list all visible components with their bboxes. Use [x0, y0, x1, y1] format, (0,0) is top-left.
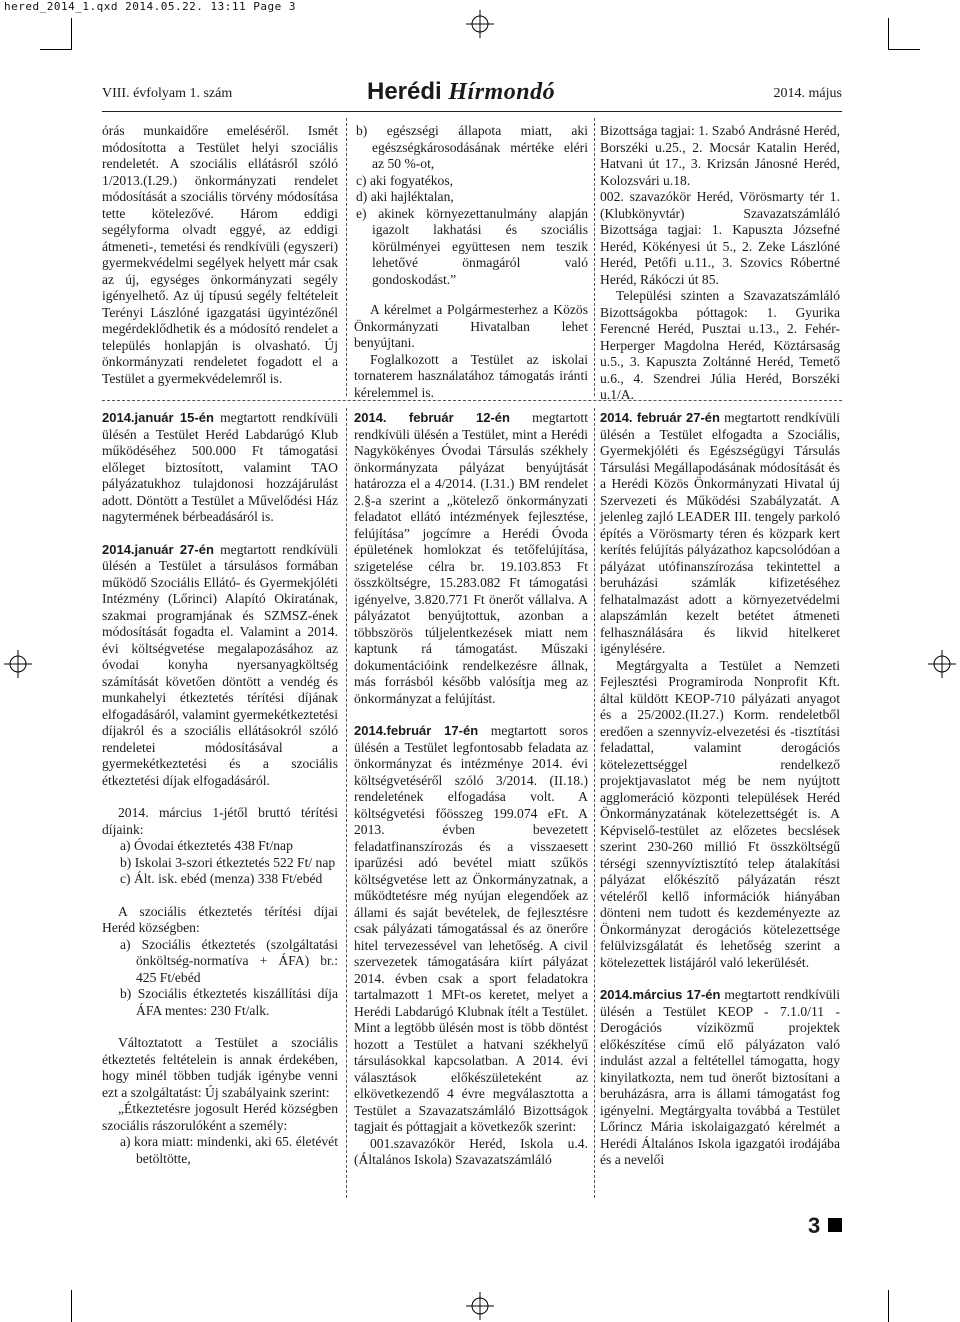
masthead-part-b: Hírmondó: [448, 79, 556, 105]
column-separator: [594, 118, 595, 396]
fee-item: a) Óvodai étkeztetés 438 Ft/nap: [120, 838, 293, 853]
crop-mark: [71, 1290, 72, 1322]
registration-mark-icon: [928, 650, 956, 678]
fee-item: b) Iskolai 3-szori étkeztetés 522 Ft/ nap: [120, 854, 336, 870]
column-separator: [594, 408, 595, 1198]
paragraph: 002. szavazókör Heréd, Vörösmarty tér 1. (Klubkönyvtár) Szavazatszámláló Bizottsága tagjai: 1. Kapuszta Józsefné Heréd, Kökényesi út 5., 2. Zeke Lászlóné Heréd, Petőfi u.11., 3. Szovics Róbertné Heréd, Rákóczi út 85.: [600, 189, 840, 287]
list-item: a) kora miatt: mindenki, aki 65. életévét betöltötte,: [120, 1134, 338, 1166]
column-separator: [346, 408, 347, 1198]
list-item: d) aki hajléktalan,: [356, 189, 454, 204]
paragraph: A kérelmet a Polgármesterhez a Közös Önkormányzati Hivatalban lehet benyújtani.: [354, 302, 588, 350]
page-number-square-icon: [828, 1218, 842, 1232]
crop-mark: [888, 1290, 889, 1322]
date-highlight: 2014. február 12-én: [354, 410, 510, 425]
paragraph-text: megtartott rendkívüli ülésén a Testület Heréd Labdarúgó Klub működéséhez 500.000 Ft támogatási előleget biztosított, valamint TAO pályázatukhoz tulajdonosi hozzájárulást adott. Döntött a Testület a Művelődési Ház nagytermének bérbeadásáról is.: [102, 410, 338, 524]
masthead-part-a: Herédi: [367, 78, 449, 105]
paragraph: órás munkaidőre emeléséről. Ismét módosította a Testület helyi szociális rendeletét. A szociális ellátásról szóló 1/2013.(I.29.) önkormányzati rendelet módosítását a szociális törvény módosítása tette kötelezővé. Három eddigi segélyforma olvadt eggyé, az eddigi átmeneti-, temetési és rendkívüli (egyszeri) gyermekvédelmi segélyek helyett már csak az új, egységes önkormányzati segély igényelhető. Az új típusú segély feltételeit Terényi Lászlóné igazgatási ügyintézőnél megérdeklődhetik és a módosító rendelet a település honlapján is olvasható. Új önkormányzati rendeletet fogadott el a Testület a gyermekvédelemről is.: [102, 123, 338, 386]
date-highlight: 2014.január 15-én: [102, 410, 214, 425]
paragraph: A szociális étkeztetés térítési díjai Heréd községben:: [102, 903, 338, 935]
date-highlight: 2014. február 27-én: [600, 410, 720, 425]
paragraph: [600, 987, 840, 1169]
fee-item: c) Ált. isk. ebéd (menza) 338 Ft/ebéd: [120, 871, 323, 886]
registration-mark-icon: [4, 650, 32, 678]
page-number: 3: [808, 1213, 821, 1238]
masthead: [367, 78, 555, 106]
print-slug: hered_2014_1.qxd 2014.05.22. 13:11 Page 3: [4, 0, 297, 13]
paragraph-text: megtartott rendkívüli ülésén a Testület KEOP - 7.1.0/11 - Derogációs víziközmű projektek előkészítése című elő pályázaton való indulást azzal a feltétellel támogatta, hogy kinyilatkozta, nem tud önerőt biztosítani a beruházásra, arra is állami támogatást fog igényelni. Megtárgyalta továbbá a Testület Lőrincz Mária iskolaigazgató kérelmét a Herédi Általános Iskola igazgatói irodájába és a nevelői: [600, 987, 840, 1167]
fee-item: a) Szociális étkeztetés (szolgáltatási önköltség-normatíva + ÁFA) br.: 425 Ft/ebéd: [120, 936, 338, 985]
top-column-3: [600, 123, 840, 404]
paragraph: 001.szavazókör Heréd, Iskola u.4. (Általános Iskola) Szavazatszámláló: [354, 1135, 588, 1167]
bottom-column-3: [600, 410, 840, 1169]
paragraph: „Étkeztetésre jogosult Heréd községben szociális rászorulóként a személy:: [102, 1101, 338, 1133]
header-rule: [102, 111, 842, 112]
top-column-2: [354, 123, 588, 401]
crop-mark: [71, 18, 72, 50]
bottom-column-2: [354, 410, 588, 1169]
paragraph: 2014. március 1-jétől bruttó térítési díjaink:: [102, 805, 338, 837]
date-highlight: 2014.február 17-én: [354, 723, 479, 738]
paragraph: [600, 410, 840, 658]
crop-mark: [888, 18, 889, 50]
crop-mark: [40, 49, 72, 50]
registration-mark-icon: [466, 10, 494, 38]
bottom-column-1: [102, 410, 338, 1167]
paragraph: Bizottsága tagjai: 1. Szabó Andrásné Heréd, Borszéki u.25., 2. Mocsár Katalin Heréd, Hatvani út 17., 3. Krizsán Jánosné Heréd, Kolozsvári u.18.: [600, 123, 840, 188]
date-highlight: 2014.március 17-én: [600, 987, 721, 1002]
paragraph: [102, 410, 338, 526]
paragraph: [354, 723, 588, 1136]
page-header: [102, 78, 842, 112]
paragraph-text: megtartott soros ülésén a Testület legfontosabb feladata az önkormányzat és intézménye 2014. évi költségvetéséről szóló 3/2014. (II.18.) rendeletének elfogadása volt. A költségvetési főösszeg 199.074 eFt. A 2013. évben bevezetett feladatfinanszírozás és a visszaesett iparűzési adó bevétel miatt szűkös költségvetése lett az Önkormányzatnak, a működtetésre még nyújan elegendőek az állami és saját bevételek, de fejlesztésre csak pályázati támogatással és az önerőre hitel tervezessével van lehetőség. A civil szervezetek támogatására kiírt pályázat 2014. évben csak a sport feladatokra tartalmazott 1 MFt-os keretet, melyet a Herédi Labdarúgó Klubnak ítélt a Testület. Mint a legtöbb ülésén most is több döntést hozott a Testület a hatvani székhelyű társulásokkal kapcsolatban. A 2014. évi választások előkészületeként az elkövetkezendő 4 évre megválasztotta a Testület a Szavazatszámláló Bizottságok tagjait és póttagjait a következők szerint:: [354, 723, 588, 1134]
issue-label: VIII. évfolyam 1. szám: [102, 86, 233, 101]
paragraph: Változtatott a Testület a szociális étkeztetés feltételein is annak érdekében, hogy minél többen tudják igénybe venni ezt a szolgáltatást: Új szabályaink szerint:: [102, 1035, 338, 1100]
list-item: b) egészségi állapota miatt, aki egészségkárosodásának mértéke eléri az 50 %-ot,: [356, 123, 588, 171]
top-column-1: [102, 123, 338, 387]
paragraph: Foglalkozott a Testület az iskolai tornaterem használatához támogatás iránti kérelemmel is.: [354, 351, 588, 400]
paragraph: [102, 542, 338, 790]
paragraph: [354, 410, 588, 707]
paragraph-text: megtartott rendkívüli ülésén a Testület elfogadta a Szociális, Gyermekjóléti és Egészségügyi Társulás Társulási Megállapodásának módosítását és a Herédi Közös Önkormányzati Hivatal új Szervezeti és Működési Szabályzatát. A jelenleg zajló LEADER III. tengely parkoló építés a Vörösmarty téren és közpark kert kerítés felújítás pályázathoz kapcsolódóan a pályázat utófinanszírozása tekintettel a beruházási számlák kifizetéséhez felhatalmazást adott a környezetvédelmi alapszámlán kezelt betétet átmeneti felhasználására és likvid hitelkeret igénylésére.: [600, 410, 840, 656]
list-item: c) aki fogyatékos,: [356, 172, 454, 188]
registration-mark-icon: [466, 1292, 494, 1320]
issue-date: 2014. május: [773, 86, 842, 101]
section-separator: [102, 400, 842, 401]
column-separator: [346, 118, 347, 396]
paragraph-text: megtartott rendkívüli ülésén a Testület, mint a Herédi Nagykökényes Óvodai Társulás székhely önkormányzata pályázat benyújtását határozza el a 4/2014. (I.31.) BM rendelet 2.§-a szerint a „kötelező önkormányzati feladatot ellátó intézmények fejlesztése, felújítása” jogcímre a Herédi Óvoda épületének homlokzat és tetőfelújítása, szigetelése célra br. 19.103.853 Ft összköltségre, 15.283.082 Ft támogatási igényelve, 3.820.771 Ft önerőt vállalva. A pályázatot benyújtottuk, azonban a többszörös túljelentkezések miatt nem kaptunk rá támogatást. Műszaki dokumentációink rendelkezésre állnak, más forrásból később valósítja meg az önkormányzat a felújítást.: [354, 410, 588, 706]
paragraph: Megtárgyalta a Testület a Nemzeti Fejlesztési Programiroda Nonprofit Kft. által küldött KEOP-710 pályázati anyagot és a 25/2002.(II.27.) Korm. rendeletből eredően a szennyvíz-elvezetési és -tisztítási feladattal, valamint derogációs kötelezettséggel rendelkező projektjavaslatot még be nem nyújtott agglomeráció központi települések Heréd Önkormányzatának kötelezettségét is. A Képviselő-testület az előzetes becslések szerint 230-260 millió Ft összköltségű térségi szennyvíztisztító telep átalakítási pályázat előkészítő pályázatán részt vételéről kellő információk hiányában dönteni nem tudott és kezdeményezte az Önkormányzat derogációs kötelezettsége felülvizsgálatát és lehetőség szerint a kötelezettek listájáról való lekerülését.: [600, 657, 840, 970]
crop-mark: [888, 49, 920, 50]
date-highlight: 2014.január 27-én: [102, 541, 214, 557]
fee-item: b) Szociális étkeztetés kiszállítási díja ÁFA mentes: 230 Ft/alk.: [120, 986, 338, 1018]
paragraph-text: megtartott rendkívüli ülésén a Testület a társulásos formában működő Szociális Ellátó- és Gyermekjóléti Intézmény (Lőrinci) Alapító Okiratának, szakmai programjának és SZMSZ-ének módosítását fogadta el. Valamint a 2014. évi költségvetése megalapozásához az óvodai konyha nyersanyagköltség számítását követően döntött a vendég és munkahelyi étkeztetés térítési díjának elfogadásáról, valamint gyermekétkeztetési díjakról és a szociális ellátásokról szóló rendeletei módosításával a gyermekétkeztetési és a szociális étkeztetési díjak elfogadásáról.: [102, 541, 338, 788]
list-item: e) akinek környezettanulmány alapján igazolt lakhatási és szociális körülményei együttesen nem teszik lehetővé önmagáról való gondoskodást.”: [356, 205, 588, 287]
paragraph: Települési szinten a Szavazatszámláló Bizottságokba póttagok: 1. Gyurika Ferencné Heréd, Pusztai u.13., 2. Fehér-Herperger Magdolna Heréd, Köztársaság u.5., 3. Kapuszta Zoltánné Heréd, Temető u.6., 4. Szendrei Júlia Heréd, Borszéki u.1/A.: [600, 288, 840, 402]
